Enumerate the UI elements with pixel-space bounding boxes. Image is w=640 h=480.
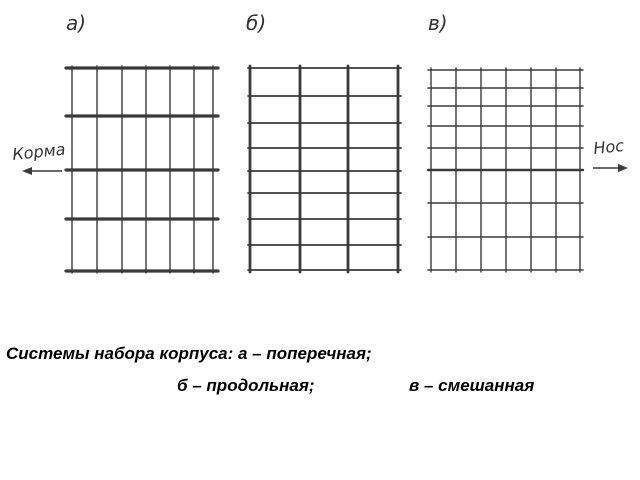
bow-direction: [592, 136, 628, 172]
stern-direction: [11, 140, 66, 175]
panel-label-c: в): [428, 11, 448, 35]
caption-item-mixed: в – смешанная: [409, 376, 535, 395]
panel-longitudinal: [246, 11, 401, 272]
panel-label-a: а): [66, 11, 87, 35]
arrow-right-icon: [593, 164, 628, 172]
grid-transverse: [66, 66, 218, 273]
bow-label: Нос: [592, 135, 625, 158]
arrow-left-icon: [22, 167, 62, 175]
stern-label: Корма: [11, 139, 67, 164]
caption-item-longitudinal: б – продольная;: [177, 376, 315, 395]
panel-mixed: [428, 11, 583, 272]
panel-label-b: б): [246, 11, 267, 35]
grid-longitudinal: [248, 66, 401, 272]
panel-transverse: [66, 11, 218, 273]
caption-line-1: Системы набора корпуса: а – поперечная;: [6, 344, 372, 363]
grid-mixed: [428, 68, 583, 272]
